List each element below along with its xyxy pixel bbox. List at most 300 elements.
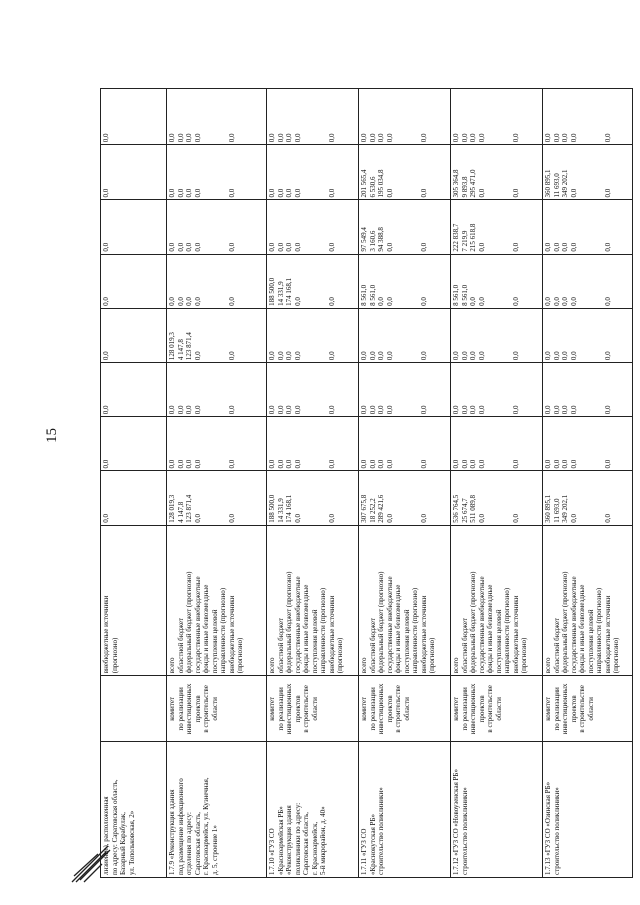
amount-value: 0,0 <box>561 297 570 306</box>
amount-value <box>503 419 512 468</box>
amount-value <box>403 147 412 197</box>
amount-value: 8 561,0 <box>360 284 368 306</box>
amount-cell <box>267 200 359 254</box>
amount-value <box>219 311 228 360</box>
amount-value: 222 838,7 <box>452 223 460 252</box>
executor-line: комитет <box>168 696 176 721</box>
amount-value: 0,0 <box>176 459 185 469</box>
executor-line: в строительстве <box>202 685 211 733</box>
amount-value: 0,0 <box>385 459 394 469</box>
executor-line: по реализации <box>368 687 377 731</box>
funding-source-line: (прогнозно) <box>428 637 437 674</box>
funding-source-line: (прогнозно) <box>520 637 529 674</box>
amount-value: 0,0 <box>285 242 294 252</box>
funding-source-cell <box>101 525 167 676</box>
amount-value <box>495 365 504 414</box>
amount-cell <box>359 145 451 200</box>
amount-value: 307 675,8 <box>360 494 368 523</box>
executor-cell <box>101 676 167 742</box>
amount-value: 0,0 <box>168 405 176 415</box>
amount-value <box>503 257 512 306</box>
funding-source-line: государственные внебюджетные <box>477 576 486 674</box>
amount-value <box>219 473 228 522</box>
funding-source-cell <box>267 525 359 676</box>
amount-value <box>411 257 420 306</box>
amount-value <box>202 419 211 468</box>
amount-value <box>211 147 220 197</box>
amount-value: 0,0 <box>102 459 110 469</box>
executor-line: в строительстве <box>302 685 311 733</box>
amount-value <box>403 419 412 468</box>
amount-value <box>411 365 420 414</box>
amount-cell <box>543 417 633 471</box>
amount-value: 0,0 <box>293 405 302 415</box>
amount-value: 0,0 <box>227 459 236 469</box>
amount-value <box>587 473 596 522</box>
amount-value: 0,0 <box>419 133 428 143</box>
amount-cell <box>101 308 167 362</box>
amount-value: 0,0 <box>293 242 302 252</box>
amount-value: 0,0 <box>385 242 394 252</box>
funding-source-cell <box>167 525 267 676</box>
amount-value <box>495 147 504 197</box>
amount-value: 0,0 <box>377 459 386 469</box>
amount-value <box>319 147 328 197</box>
amount-value: 0,0 <box>469 133 478 143</box>
amount-value: 0,0 <box>511 242 520 252</box>
amount-value: 349 202,1 <box>561 169 570 198</box>
amount-value: 0,0 <box>327 459 336 469</box>
amount-value: 0,0 <box>603 242 612 252</box>
executor-line: проектов <box>385 695 394 723</box>
amount-value: 0,0 <box>168 133 176 143</box>
funding-source-line: всего <box>168 657 176 674</box>
amount-value: 0,0 <box>327 133 336 143</box>
amount-value <box>587 257 596 306</box>
amount-value: 0,0 <box>176 405 185 415</box>
amount-value <box>302 257 311 306</box>
amount-value: 0,0 <box>511 405 520 415</box>
executor-line: проектов <box>477 695 486 723</box>
executor-line: по реализации <box>460 687 469 731</box>
amount-value: 0,0 <box>227 513 236 523</box>
funding-source-line: направленности (прогнозно) <box>503 587 512 674</box>
executor-line: инвестиционных <box>377 683 386 735</box>
amount-value <box>394 257 403 306</box>
amount-value: 123 871,4 <box>185 494 194 523</box>
amount-value: 0,0 <box>327 405 336 415</box>
amount-value <box>587 365 596 414</box>
executor-line: инвестиционных <box>469 683 478 735</box>
amount-cell <box>101 89 167 145</box>
amount-value: 14 331,9 <box>276 498 285 523</box>
table-row <box>359 89 451 878</box>
amount-value <box>311 419 320 468</box>
amount-value: 0,0 <box>293 188 302 198</box>
executor-line: области <box>210 697 219 721</box>
funding-source-line: направленности (прогнозно) <box>411 587 420 674</box>
amount-value: 0,0 <box>327 297 336 306</box>
amount-value <box>486 311 495 360</box>
amount-value: 0,0 <box>268 188 276 198</box>
amount-value <box>503 365 512 414</box>
funding-source-line: внебюджетные источники <box>603 595 612 674</box>
funding-source-line: фонды и иные безвозмездные <box>486 584 495 674</box>
amount-value <box>219 91 228 142</box>
amount-value: 0,0 <box>185 405 194 415</box>
amount-cell <box>101 145 167 200</box>
amount-value <box>595 311 604 360</box>
funding-source-line: поступления целевой <box>402 609 411 674</box>
amount-value: 0,0 <box>469 405 478 415</box>
amount-value <box>578 365 587 414</box>
amount-value <box>302 147 311 197</box>
amount-value: 0,0 <box>419 513 428 523</box>
amount-value: 0,0 <box>477 351 486 361</box>
amount-value: 0,0 <box>552 242 561 252</box>
amount-value: 0,0 <box>477 459 486 469</box>
amount-cell <box>167 308 267 362</box>
amount-cell <box>543 308 633 362</box>
amount-value <box>311 147 320 197</box>
executor-line: по реализации <box>176 687 185 731</box>
amount-value <box>486 202 495 251</box>
funding-source-line: направленности (прогнозно) <box>595 587 604 674</box>
amount-value <box>219 257 228 306</box>
amount-cell <box>359 254 451 308</box>
executor-line: проектов <box>569 695 578 723</box>
table-row <box>451 89 543 878</box>
table-row <box>101 89 167 878</box>
funding-source-line: внебюджетные источники <box>327 595 336 674</box>
amount-value <box>319 202 328 251</box>
amount-value <box>302 202 311 251</box>
funding-source-cell <box>543 525 633 676</box>
amount-value <box>587 311 596 360</box>
amount-value: 0,0 <box>385 188 394 198</box>
amount-value <box>319 419 328 468</box>
amount-value <box>403 473 412 522</box>
funding-source-line: всего <box>452 657 460 674</box>
amount-value: 0,0 <box>419 242 428 252</box>
funding-source-line: федеральный бюджет (прогнозно) <box>469 571 478 674</box>
object-name-cell <box>451 742 543 878</box>
amount-value: 0,0 <box>193 297 202 306</box>
page-number: 15 <box>44 428 60 443</box>
amount-value <box>403 202 412 251</box>
object-name-line: по адресу: Саратовская область, <box>110 779 119 875</box>
funding-source-line: областной бюджет <box>460 617 469 674</box>
amount-cell <box>101 363 167 417</box>
funding-source-line: федеральный бюджет (прогнозно) <box>561 571 570 674</box>
amount-value: 0,0 <box>452 459 460 469</box>
amount-value: 0,0 <box>385 405 394 415</box>
amount-value <box>394 365 403 414</box>
amount-value <box>411 419 420 468</box>
amount-value: 0,0 <box>561 133 570 143</box>
amount-value: 360 895,1 <box>544 169 552 198</box>
amount-value: 14 331,9 <box>276 281 285 306</box>
amount-value <box>411 311 420 360</box>
amount-value: 0,0 <box>327 188 336 198</box>
amount-value <box>302 365 311 414</box>
object-name-line: отделения по адресу: <box>185 812 194 875</box>
funding-source-line: государственные внебюджетные <box>385 576 394 674</box>
object-name-cell <box>167 742 267 878</box>
amount-value: 305 364,8 <box>452 169 460 198</box>
funding-source-cell <box>451 525 543 676</box>
object-name-line: строительство поликлиники» <box>460 787 469 875</box>
amount-cell <box>167 471 267 525</box>
executor-line: области <box>402 697 411 721</box>
amount-value: 0,0 <box>176 297 185 306</box>
amount-value <box>219 202 228 251</box>
object-name-line: 1.7.12 «ГУЗ СО «Новоузенская РБ» <box>452 769 460 875</box>
amount-value: 0,0 <box>552 459 561 469</box>
executor-line: по реализации <box>552 687 561 731</box>
amount-value: 128 019,3 <box>168 494 176 523</box>
amount-value <box>202 257 211 306</box>
amount-value: 289 421,6 <box>377 494 386 523</box>
funding-source-line: федеральный бюджет (прогнозно) <box>377 571 386 674</box>
executor-line: в строительстве <box>486 685 495 733</box>
table-row <box>543 89 633 878</box>
funding-source-line: (прогнозно) <box>110 637 119 674</box>
funding-source-line: поступления целевой <box>494 609 503 674</box>
executor-line: в строительстве <box>578 685 587 733</box>
amount-cell <box>267 471 359 525</box>
amount-value: 0,0 <box>276 459 285 469</box>
amount-value <box>202 202 211 251</box>
amount-value <box>219 419 228 468</box>
amount-cell <box>359 471 451 525</box>
amount-value: 0,0 <box>460 459 469 469</box>
amount-value <box>302 91 311 142</box>
amount-value: 0,0 <box>603 188 612 198</box>
amount-value: 128 019,3 <box>168 332 176 361</box>
amount-value: 0,0 <box>185 133 194 143</box>
amount-value: 0,0 <box>176 188 185 198</box>
amount-value: 0,0 <box>385 351 394 361</box>
amount-value: 0,0 <box>276 405 285 415</box>
amount-value: 195 034,8 <box>377 169 386 198</box>
amount-value <box>394 202 403 251</box>
executor-line: области <box>586 697 595 721</box>
executor-cell <box>167 676 267 742</box>
amount-value: 0,0 <box>469 459 478 469</box>
funding-source-line: направленности (прогнозно) <box>319 587 328 674</box>
amount-value: 188 500,0 <box>268 277 276 306</box>
amount-value: 360 895,1 <box>544 494 552 523</box>
amount-value: 0,0 <box>552 133 561 143</box>
amount-value: 0,0 <box>276 351 285 361</box>
amount-value: 0,0 <box>477 297 486 306</box>
amount-cell <box>167 254 267 308</box>
amount-cell <box>451 254 543 308</box>
amount-value <box>486 147 495 197</box>
amount-value: 4 147,8 <box>176 501 185 523</box>
amount-value <box>486 473 495 522</box>
amount-value: 0,0 <box>168 459 176 469</box>
amount-cell <box>267 89 359 145</box>
amount-value <box>319 365 328 414</box>
amount-value: 97 549,4 <box>360 227 368 252</box>
amount-value: 0,0 <box>511 133 520 143</box>
object-name-line: 5-й микрорайон, д. 40» <box>319 806 328 875</box>
amount-cell <box>543 471 633 525</box>
amount-value <box>202 91 211 142</box>
amount-cell <box>267 254 359 308</box>
amount-value: 0,0 <box>569 351 578 361</box>
amount-value: 0,0 <box>360 405 368 415</box>
object-name-line: строительство поликлиники» <box>552 787 561 875</box>
amount-value <box>578 473 587 522</box>
amount-value <box>394 147 403 197</box>
amount-cell <box>451 89 543 145</box>
amount-value <box>211 91 220 142</box>
amount-value: 0,0 <box>360 351 368 361</box>
amount-value <box>403 257 412 306</box>
executor-line: комитет <box>452 696 460 721</box>
amount-value: 0,0 <box>552 405 561 415</box>
amount-value: 0,0 <box>293 513 302 523</box>
amount-value: 295 471,0 <box>469 169 478 198</box>
amount-value: 0,0 <box>360 133 368 143</box>
funding-source-line: всего <box>360 657 368 674</box>
amount-value: 9 893,8 <box>460 176 469 198</box>
amount-value <box>219 365 228 414</box>
amount-value: 0,0 <box>469 351 478 361</box>
amount-value: 0,0 <box>268 242 276 252</box>
amount-value: 0,0 <box>193 133 202 143</box>
amount-cell <box>543 145 633 200</box>
amount-cell <box>451 200 543 254</box>
amount-value: 0,0 <box>477 188 486 198</box>
amount-value: 0,0 <box>168 297 176 306</box>
amount-value: 0,0 <box>385 513 394 523</box>
amount-value: 123 871,4 <box>185 332 194 361</box>
amount-value: 0,0 <box>293 459 302 469</box>
amount-value: 0,0 <box>511 513 520 523</box>
object-name-line: 1.7.10 «ГУЗ СО <box>268 828 276 875</box>
amount-value: 0,0 <box>227 188 236 198</box>
amount-value <box>302 311 311 360</box>
funding-source-line: (прогнозно) <box>612 637 621 674</box>
amount-value <box>495 419 504 468</box>
amount-value <box>403 91 412 142</box>
amount-value <box>578 91 587 142</box>
amount-value: 0,0 <box>293 351 302 361</box>
amount-value: 0,0 <box>569 188 578 198</box>
amount-cell <box>543 89 633 145</box>
object-name-cell <box>267 742 359 878</box>
amount-cell <box>359 308 451 362</box>
table-body <box>101 89 633 878</box>
object-name-cell <box>359 742 451 878</box>
amount-value: 0,0 <box>185 459 194 469</box>
amount-value: 0,0 <box>544 405 552 415</box>
amount-value <box>486 91 495 142</box>
amount-value <box>219 147 228 197</box>
amount-value: 0,0 <box>168 188 176 198</box>
amount-value: 8 561,0 <box>452 284 460 306</box>
amount-value <box>503 91 512 142</box>
object-name-line: Саратовская область, <box>302 811 311 875</box>
executor-cell <box>359 676 451 742</box>
funding-source-line: (прогнозно) <box>336 637 345 674</box>
amount-value: 0,0 <box>268 405 276 415</box>
funding-source-cell <box>359 525 451 676</box>
amount-value <box>595 202 604 251</box>
amount-value: 0,0 <box>227 297 236 306</box>
amount-value: 0,0 <box>603 351 612 361</box>
amount-value <box>503 147 512 197</box>
amount-value <box>202 311 211 360</box>
amount-value <box>311 257 320 306</box>
amount-value <box>394 473 403 522</box>
amount-value: 174 168,1 <box>285 494 294 523</box>
funding-source-line: государственные внебюджетные <box>293 576 302 674</box>
amount-value: 0,0 <box>552 351 561 361</box>
amount-value: 0,0 <box>419 297 428 306</box>
amount-cell <box>167 363 267 417</box>
amount-value: 0,0 <box>285 351 294 361</box>
amount-value: 0,0 <box>511 459 520 469</box>
amount-value: 0,0 <box>511 351 520 361</box>
object-name-line: Саратовская область, <box>193 811 202 875</box>
object-name-line: г. Красноармейск, <box>310 821 319 875</box>
amount-value: 0,0 <box>227 133 236 143</box>
amount-cell <box>451 363 543 417</box>
amount-cell <box>167 200 267 254</box>
amount-value <box>503 202 512 251</box>
amount-value: 0,0 <box>544 242 552 252</box>
object-name-line: Базарный Карабулак, <box>119 812 128 875</box>
amount-value <box>211 311 220 360</box>
executor-line: проектов <box>293 695 302 723</box>
amount-value <box>302 419 311 468</box>
amount-value <box>495 473 504 522</box>
executor-cell <box>451 676 543 742</box>
amount-value <box>495 91 504 142</box>
funding-source-line: внебюджетные источники <box>227 595 236 674</box>
funding-source-line: государственные внебюджетные <box>193 576 202 674</box>
object-name-line: 1.7.9 «Реконструкция здания <box>168 789 176 875</box>
object-name-cell <box>543 742 633 878</box>
amount-value: 11 693,0 <box>552 498 561 523</box>
amount-value <box>311 473 320 522</box>
amount-value <box>202 365 211 414</box>
rotated-table-wrapper <box>100 88 632 878</box>
amount-cell <box>167 145 267 200</box>
amount-value: 0,0 <box>561 405 570 415</box>
amount-value <box>311 202 320 251</box>
amount-value: 0,0 <box>276 133 285 143</box>
amount-value: 0,0 <box>368 133 377 143</box>
object-name-line: ул. Топольковская, 2» <box>127 810 136 875</box>
amount-value: 0,0 <box>285 405 294 415</box>
amount-cell <box>267 145 359 200</box>
amount-value: 0,0 <box>176 133 185 143</box>
amount-value: 0,0 <box>469 297 478 306</box>
amount-value: 0,0 <box>285 133 294 143</box>
amount-value: 0,0 <box>561 242 570 252</box>
funding-source-line: поступления целевой <box>586 609 595 674</box>
amount-value: 536 764,5 <box>452 494 460 523</box>
amount-value <box>319 473 328 522</box>
amount-value: 0,0 <box>569 405 578 415</box>
amount-value: 0,0 <box>452 405 460 415</box>
